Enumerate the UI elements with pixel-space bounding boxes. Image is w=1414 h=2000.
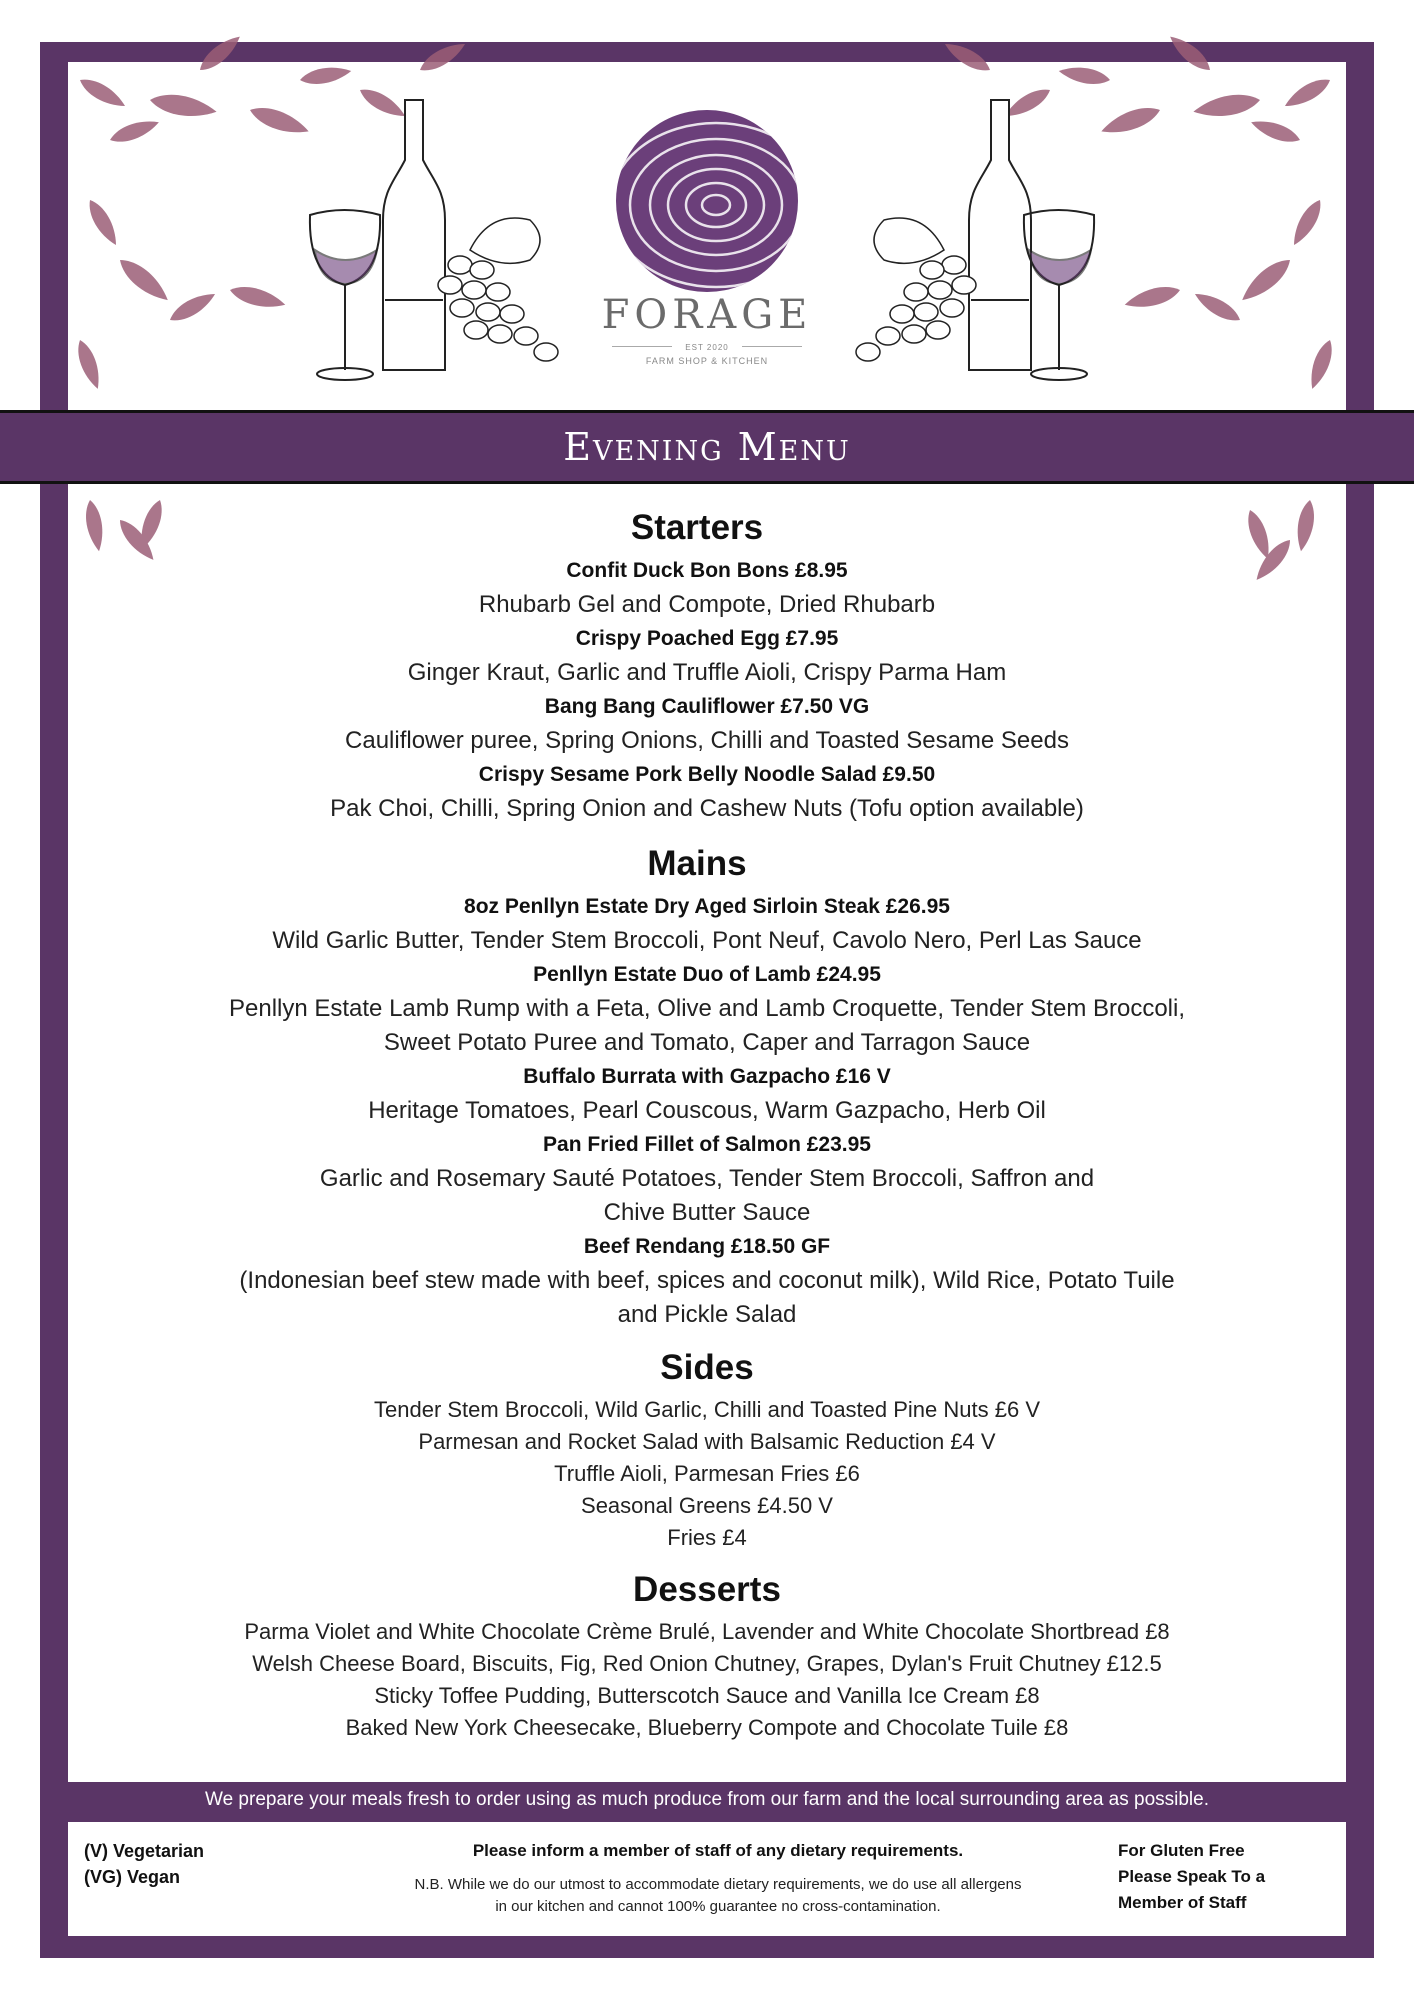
menu-item-description: Cauliflower puree, Spring Onions, Chilli and Toasted Sesame Seeds [345,727,1069,754]
dessert-item: Sticky Toffee Pudding, Butterscotch Sauce and Vanilla Ice Cream £8 [374,1683,1040,1708]
mains-section [100,838,1314,1332]
dessert-item: Parma Violet and White Chocolate Crème Brulé, Lavender and White Chocolate Shortbread £8 [244,1619,1170,1644]
menu-item-description: Wild Garlic Butter, Tender Stem Broccoli, Pont Neuf, Cavolo Nero, Perl Las Sauce [272,927,1142,954]
menu-item-name: Bang Bang Cauliflower £7.50 VG [544,695,870,718]
gluten-line: Member of Staff [1118,1893,1247,1912]
menu-item-name: Beef Rendang £18.50 GF [583,1235,831,1258]
menu-item-description: Sweet Potato Puree and Tomato, Caper and Tarragon Sauce [383,1029,1031,1056]
brand-established: EST 2020 [685,343,729,352]
section-title-sides: Sides [660,1348,754,1387]
gluten-free-note [1118,1838,1265,1916]
menu-item-description: and Pickle Salad [617,1301,797,1328]
section-title-desserts: Desserts [633,1570,781,1609]
legend-vegetarian: (V) Vegetarian [84,1841,205,1861]
starters-section [100,502,1314,826]
section-title-mains: Mains [647,844,747,883]
menu-item-description: Rhubarb Gel and Compote, Dried Rhubarb [478,591,936,618]
menu-item-description: (Indonesian beef stew made with beef, spices and coconut milk), Wild Rice, Potato Tuile [239,1267,1175,1294]
disclaimer-line: N.B. While we do our utmost to accommodate dietary requirements, we do use all allergens [414,1876,1022,1893]
menu-item-description: Chive Butter Sauce [603,1199,811,1226]
side-item: Tender Stem Broccoli, Wild Garlic, Chilli and Toasted Pine Nuts £6 V [374,1397,1040,1422]
gluten-line: Please Speak To a [1118,1867,1266,1886]
menu-item-name: Buffalo Burrata with Gazpacho £16 V [523,1065,891,1088]
menu-item-description: Heritage Tomatoes, Pearl Couscous, Warm Gazpacho, Herb Oil [368,1097,1046,1124]
menu-item-name: Penllyn Estate Duo of Lamb £24.95 [533,963,881,986]
side-item: Fries £4 [667,1525,747,1550]
menu-item-name: Confit Duck Bon Bons £8.95 [566,559,848,582]
section-title-starters: Starters [630,508,764,547]
gluten-line: For Gluten Free [1118,1841,1245,1860]
menu-item-description: Pak Choi, Chilli, Spring Onion and Cashew Nuts (Tofu option available) [330,795,1084,822]
menu-item-name: 8oz Penllyn Estate Dry Aged Sirloin Steak £26.95 [464,895,950,918]
logo-wood-rings-icon [616,110,798,292]
dessert-item: Baked New York Cheesecake, Blueberry Compote and Chocolate Tuile £8 [345,1715,1069,1740]
dietary-notice [358,1838,1078,1918]
menu-item-description: Penllyn Estate Lamb Rump with a Feta, Olive and Lamb Croquette, Tender Stem Broccoli, [228,995,1186,1022]
menu-item-name: Pan Fried Fillet of Salmon £23.95 [543,1133,871,1156]
sides-section [100,1342,1314,1554]
brand-name: FORAGE [601,292,813,338]
side-item: Parmesan and Rocket Salad with Balsamic Reduction £4 V [418,1429,996,1454]
footer-info-box [68,1822,1346,1936]
dessert-item: Welsh Cheese Board, Biscuits, Fig, Red Onion Chutney, Grapes, Dylan's Fruit Chutney £12.5 [252,1651,1162,1676]
dietary-notice-heading: Please inform a member of staff of any dietary requirements. [472,1841,964,1860]
menu-item-description: Garlic and Rosemary Sauté Potatoes, Tender Stem Broccoli, Saffron and [319,1165,1095,1192]
page-title: Evening Menu [563,425,851,469]
legend-vegan: (VG) Vegan [84,1867,181,1887]
dietary-legend [84,1838,204,1890]
desserts-section [100,1564,1314,1744]
menu-title-banner [0,410,1414,484]
footer-strip-text: We prepare your meals fresh to order using as much produce from our farm and the local surrounding area as possible. [205,1789,1209,1810]
brand-tagline: FARM SHOP & KITCHEN [645,356,769,366]
allergen-disclaimer [358,1874,1078,1918]
menu-item-description: Ginger Kraut, Garlic and Truffle Aioli, Crispy Parma Ham [407,659,1007,686]
side-item: Seasonal Greens £4.50 V [581,1493,833,1518]
menu-content [100,502,1314,1744]
menu-item-name: Crispy Sesame Pork Belly Noodle Salad £9.50 [478,763,936,786]
disclaimer-line: in our kitchen and cannot 100% guarantee no cross-contamination. [495,1898,941,1915]
divider [742,346,802,347]
side-item: Truffle Aioli, Parmesan Fries £6 [554,1461,860,1486]
menu-item-name: Crispy Poached Egg £7.95 [575,627,839,650]
logo [0,60,1414,380]
